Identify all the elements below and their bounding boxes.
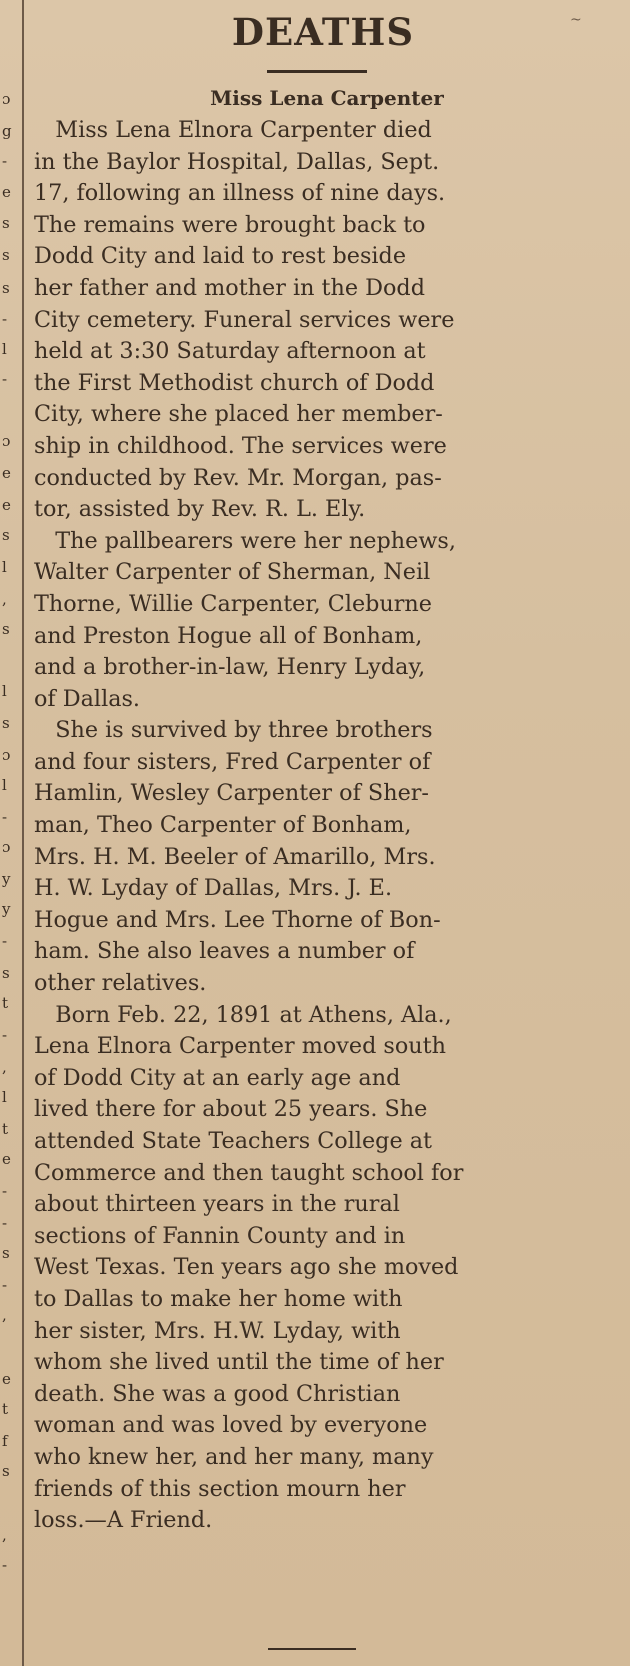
text-line: ship in childhood. The services were <box>34 432 447 459</box>
gutter-char: l <box>2 776 7 794</box>
text-line: who knew her, and her many, many <box>34 1443 434 1470</box>
paragraph <box>34 1000 600 1537</box>
text-line: other relatives. <box>34 970 207 997</box>
text-line: Hogue and Mrs. Lee Thorne of Bon- <box>34 906 441 933</box>
text-line: attended State Teachers College at <box>34 1128 432 1154</box>
gutter-char: l <box>2 340 7 358</box>
gutter-char: e <box>2 1370 11 1388</box>
gutter-char: ɔ <box>2 90 11 108</box>
text-line: and Preston Hogue all of Bonham, <box>34 622 423 649</box>
text-line: and a brother-in-law, Henry Lyday, <box>34 654 426 681</box>
gutter-char: e <box>2 183 11 201</box>
text-line: death. She was a good Christian <box>34 1380 401 1407</box>
gutter-char: - <box>2 1276 8 1294</box>
text-line: and four sisters, Fred Carpenter of <box>34 748 431 775</box>
gutter-char: e <box>2 464 11 482</box>
paragraph <box>34 715 600 999</box>
end-rule <box>268 1648 356 1650</box>
text-line: The pallbearers were her nephews, <box>34 527 456 554</box>
text-line: City, where she placed her member- <box>34 401 443 428</box>
gutter-char: , <box>2 1058 7 1076</box>
gutter-char: t <box>2 994 9 1012</box>
text-line: the First Methodist church of Dodd <box>34 369 435 396</box>
gutter-char: y <box>2 870 11 888</box>
text-line: ham. She also leaves a number of <box>34 938 415 965</box>
text-line: City cemetery. Funeral services were <box>34 306 455 333</box>
text-line: loss.—A Friend. <box>34 1507 213 1534</box>
gutter-char: s <box>2 1462 10 1480</box>
obituary-body <box>34 115 600 1537</box>
gutter-char: - <box>2 932 8 950</box>
gutter-char: - <box>2 1026 8 1044</box>
paragraph <box>34 115 600 526</box>
paragraph <box>34 526 600 716</box>
gutter-char: f <box>2 1432 8 1450</box>
text-line: The remains were brought back to <box>34 211 426 238</box>
gutter-char: ɔ <box>2 838 11 856</box>
text-line: held at 3:30 Saturday afternoon at <box>34 338 426 365</box>
gutter-char: e <box>2 496 11 514</box>
gutter-char: - <box>2 808 8 826</box>
column-rule <box>22 0 24 1666</box>
text-line: tor, assisted by Rev. R. L. Ely. <box>34 496 366 523</box>
text-line: conducted by Rev. Mr. Morgan, pas- <box>34 464 442 491</box>
gutter-char: s <box>2 246 10 264</box>
gutter-char: - <box>2 310 8 328</box>
gutter-char: s <box>2 1244 10 1262</box>
gutter-char: t <box>2 1120 9 1138</box>
text-line: Born Feb. 22, 1891 at Athens, Ala., <box>34 1001 452 1028</box>
text-line: Thorne, Willie Carpenter, Cleburne <box>34 590 432 617</box>
gutter-char: s <box>2 279 10 297</box>
text-line: her father and mother in the Dodd <box>34 274 425 301</box>
printer-mark: ~ <box>570 12 582 28</box>
gutter-char: s <box>2 214 10 232</box>
text-line: 17, following an illness of nine days. <box>34 180 446 207</box>
gutter-char: ɔ <box>2 746 11 764</box>
gutter-char: l <box>2 682 7 700</box>
gutter-char: y <box>2 900 11 918</box>
gutter-char: s <box>2 964 10 982</box>
text-line: Walter Carpenter of Sherman, Neil <box>34 559 431 586</box>
text-line: friends of this section mourn her <box>34 1475 406 1502</box>
gutter-char: t <box>2 1400 9 1418</box>
text-line: West Texas. Ten years ago she moved <box>34 1254 459 1281</box>
gutter-char: - <box>2 1182 8 1200</box>
text-line: Commerce and then taught school for <box>34 1159 464 1186</box>
text-line: man, Theo Carpenter of Bonham, <box>34 812 412 839</box>
text-line: Dodd City and laid to rest beside <box>34 243 407 270</box>
text-line: to Dallas to make her home with <box>34 1285 403 1312</box>
text-line: her sister, Mrs. H.W. Lyday, with <box>34 1317 401 1344</box>
gutter-char: e <box>2 1150 11 1168</box>
gutter-char: - <box>2 1214 8 1232</box>
text-line: of Dallas. <box>34 685 141 712</box>
section-heading: DEATHS <box>231 10 415 54</box>
gutter-char: , <box>2 590 7 608</box>
gutter-char: l <box>2 558 7 576</box>
gutter-char: s <box>2 620 10 638</box>
gutter-char: , <box>2 1526 7 1544</box>
text-line: of Dodd City at an early age and <box>34 1064 401 1091</box>
text-line: H. W. Lyday of Dallas, Mrs. J. E. <box>34 875 393 902</box>
text-line: sections of Fannin County and in <box>34 1222 406 1249</box>
text-line: about thirteen years in the rural <box>34 1191 400 1218</box>
gutter-char: l <box>2 1088 7 1106</box>
text-line: lived there for about 25 years. She <box>34 1096 428 1123</box>
text-line: in the Baylor Hospital, Dallas, Sept. <box>34 148 440 175</box>
text-line: Miss Lena Elnora Carpenter died <box>34 117 432 143</box>
text-line: Mrs. H. M. Beeler of Amarillo, Mrs. <box>34 843 436 870</box>
text-line: woman and was loved by everyone <box>34 1412 428 1439</box>
gutter-char: s <box>2 526 10 544</box>
text-line: Lena Elnora Carpenter moved south <box>34 1033 446 1060</box>
gutter-char: g <box>2 122 12 140</box>
obituary-title: Miss Lena Carpenter <box>210 86 444 110</box>
gutter-char: ɔ <box>2 432 11 450</box>
text-line: Hamlin, Wesley Carpenter of Sher- <box>34 780 429 807</box>
text-line: whom she lived until the time of her <box>34 1349 444 1376</box>
gutter-char: - <box>2 1556 8 1574</box>
heading-rule <box>267 70 367 73</box>
text-line: She is survived by three brothers <box>34 717 433 744</box>
obituary-column <box>34 10 600 1537</box>
gutter-char: , <box>2 1306 7 1324</box>
gutter-char: - <box>2 152 8 170</box>
gutter-char: s <box>2 714 10 732</box>
gutter-char: - <box>2 370 8 388</box>
